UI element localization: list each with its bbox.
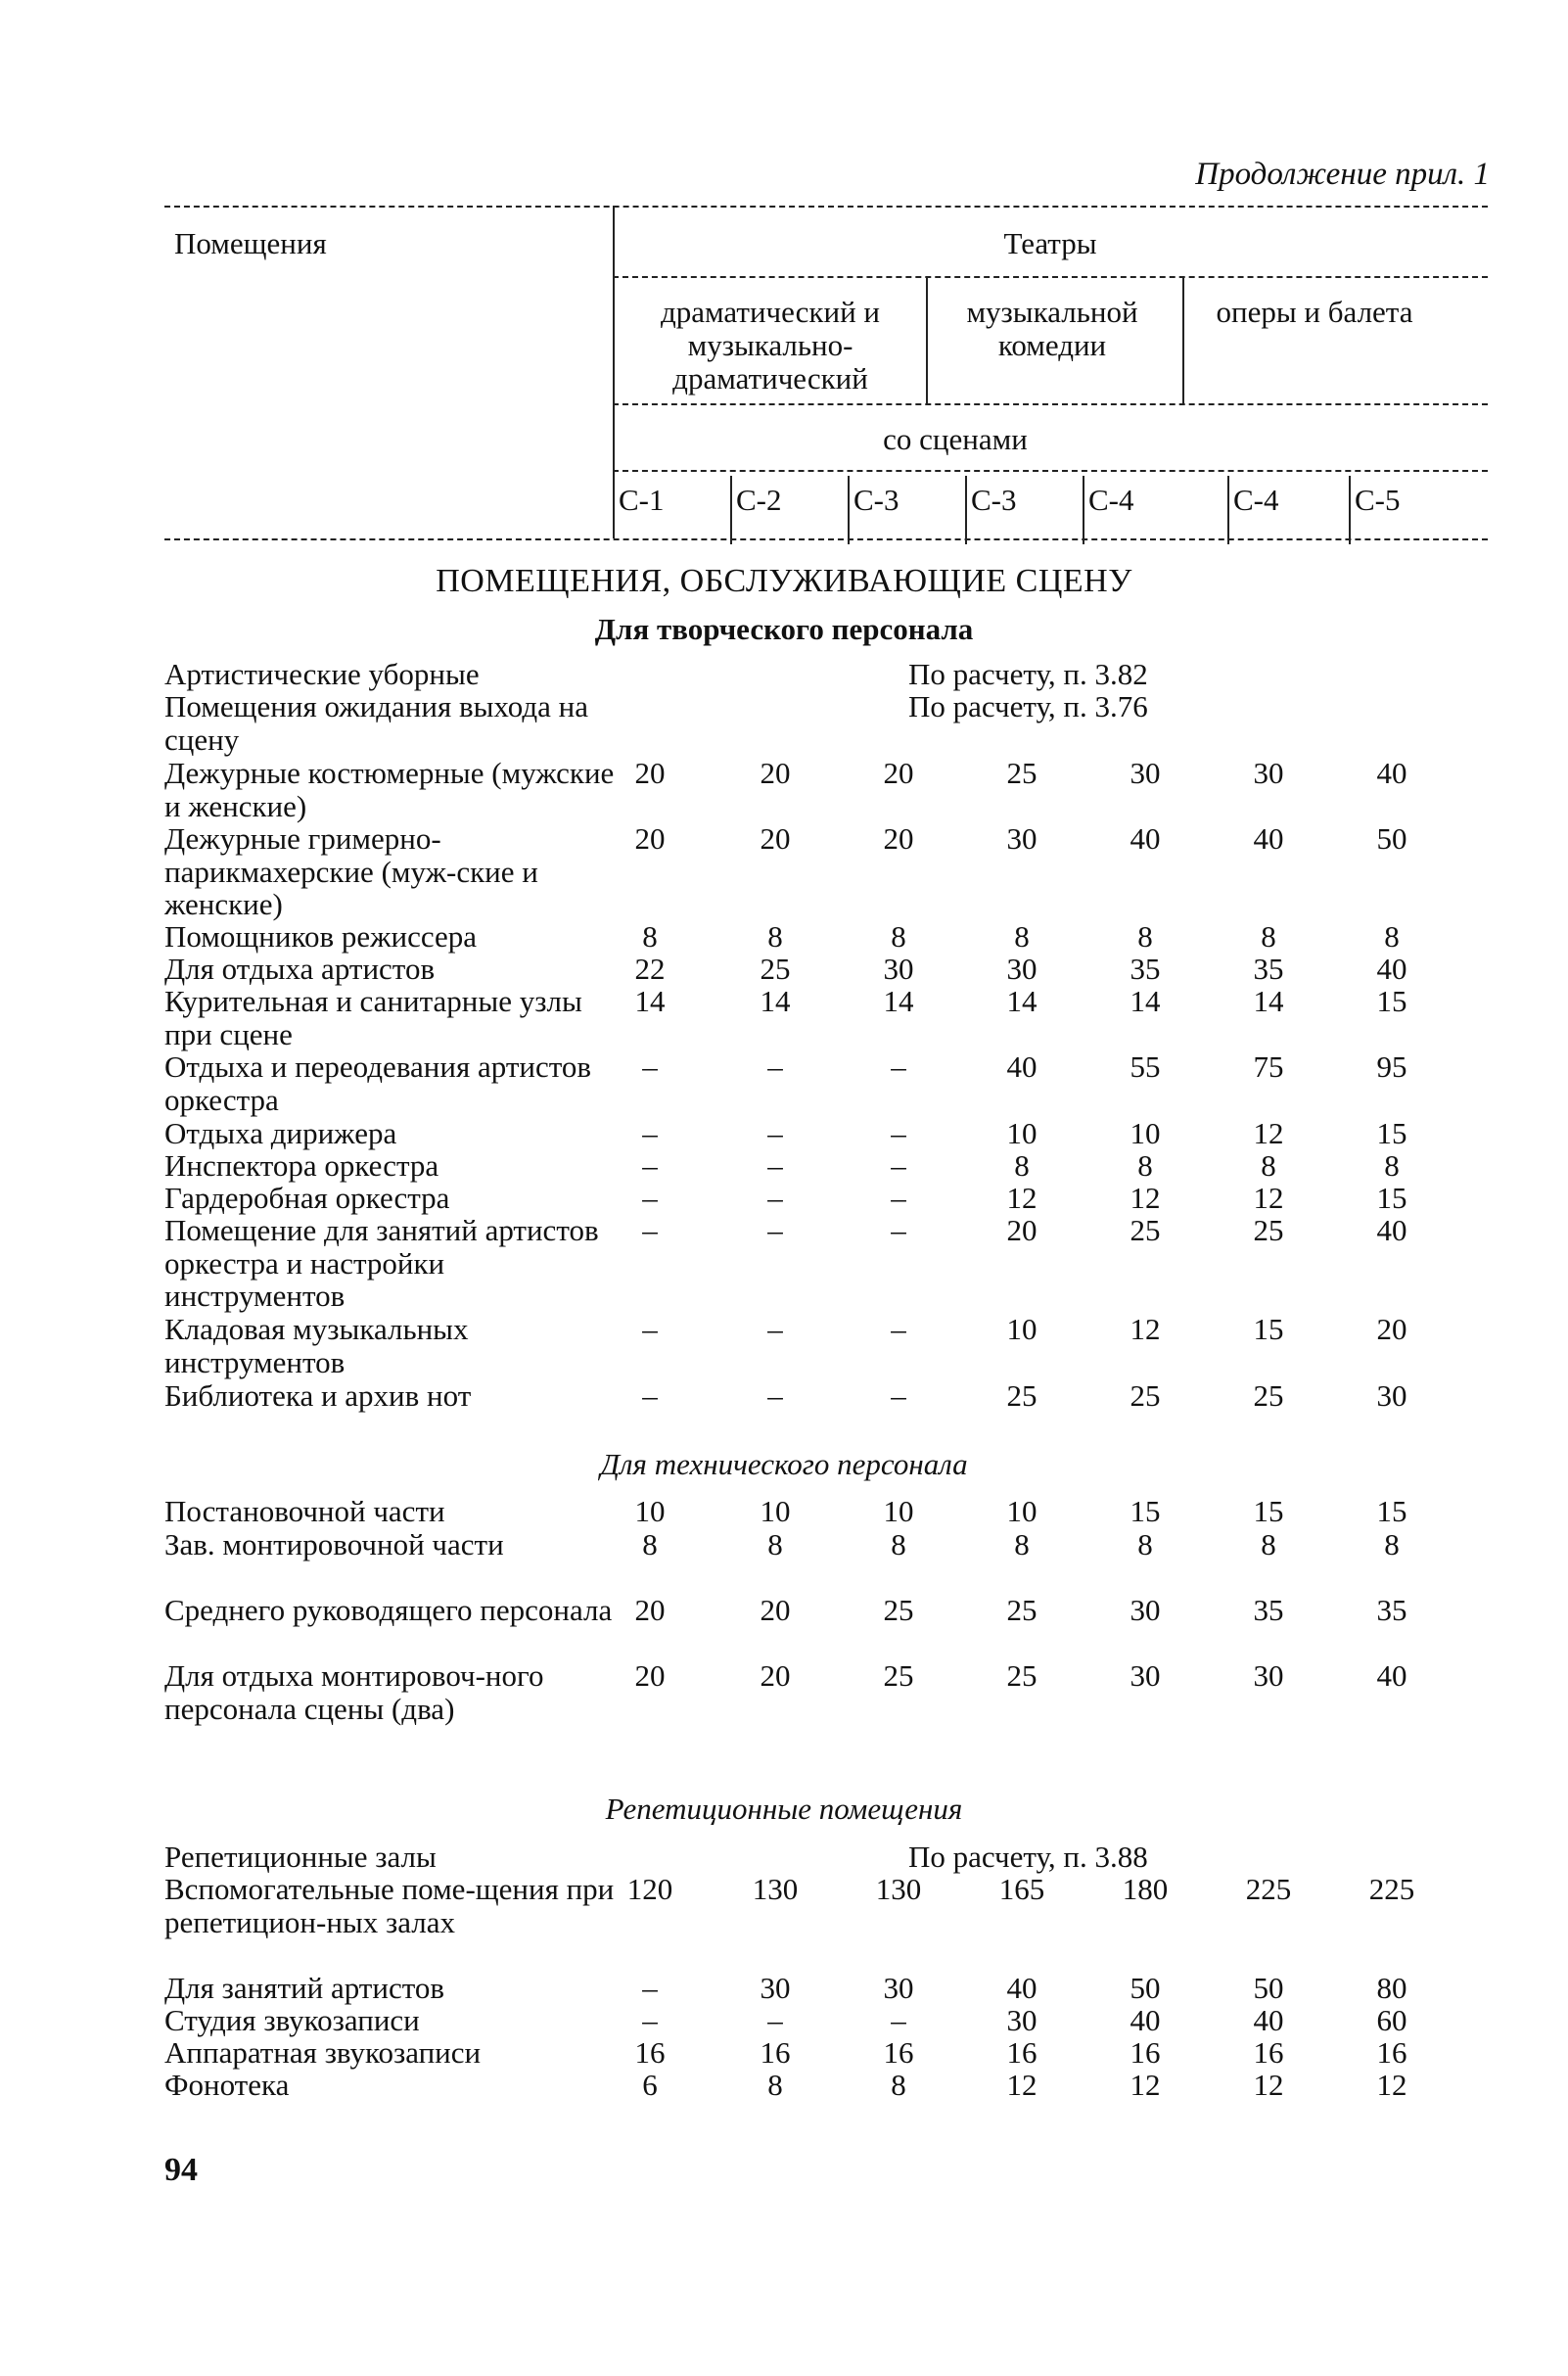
area-value: 30 — [1006, 952, 1038, 986]
area-value: – — [767, 1116, 783, 1150]
stage-label: С-4 — [1233, 483, 1279, 517]
area-value: – — [642, 2003, 658, 2037]
area-value: 20 — [883, 756, 914, 790]
area-value: 40 — [1006, 1049, 1038, 1084]
area-value: 225 — [1368, 1872, 1415, 1906]
room-name: Помещение для занятий артистов оркестра и настройки инструментов — [164, 1213, 599, 1313]
area-value: 25 — [1006, 1593, 1038, 1627]
area-value: 16 — [1006, 2035, 1038, 2070]
stage-label: С-2 — [736, 483, 782, 517]
with-stages-label: со сценами — [883, 422, 1028, 456]
area-value: 40 — [1253, 2003, 1284, 2037]
area-value: 80 — [1376, 1971, 1407, 2005]
area-value: 14 — [883, 984, 914, 1018]
area-value: 50 — [1130, 1971, 1161, 2005]
area-value: 8 — [1137, 919, 1153, 954]
area-value: – — [891, 1312, 906, 1346]
stage-label: С-1 — [619, 483, 665, 517]
calc-note: По расчету, п. 3.82 — [908, 657, 1148, 691]
area-value: 14 — [1253, 984, 1284, 1018]
room-name: Кладовая музыкальных инструментов — [164, 1312, 469, 1379]
area-value: 8 — [1261, 1527, 1276, 1561]
area-value: 25 — [1253, 1378, 1284, 1413]
area-value: 15 — [1376, 1116, 1407, 1150]
area-value: – — [767, 2003, 783, 2037]
room-name: Фонотека — [164, 2068, 290, 2102]
room-name: Аппаратная звукозаписи — [164, 2035, 482, 2070]
room-name: Зав. монтировочной части — [164, 1527, 504, 1561]
area-value: 75 — [1253, 1049, 1284, 1084]
area-value: 50 — [1376, 821, 1407, 856]
area-value: 25 — [1253, 1213, 1284, 1247]
section-title: ПОМЕЩЕНИЯ, ОБСЛУЖИВАЮЩИЕ СЦЕНУ — [436, 563, 1132, 599]
area-value: – — [891, 1049, 906, 1084]
area-value: 25 — [760, 952, 791, 986]
area-value: 30 — [883, 1971, 914, 2005]
group-title: Репетиционные помещения — [605, 1792, 963, 1826]
room-name: Гардеробная оркестра — [164, 1181, 450, 1215]
area-value: 12 — [1130, 1181, 1161, 1215]
room-name: Курительная и санитарные узлы при сцене — [164, 984, 582, 1051]
room-name: Для отдыха артистов — [164, 952, 436, 986]
area-value: 25 — [1006, 1378, 1038, 1413]
area-value: 16 — [760, 2035, 791, 2070]
stage-divider — [730, 476, 732, 544]
room-name: Помещения ожидания выхода на сцену — [164, 689, 588, 757]
area-value: 25 — [883, 1593, 914, 1627]
area-value: – — [891, 2003, 906, 2037]
area-value: – — [642, 1213, 658, 1247]
area-value: 30 — [1376, 1378, 1407, 1413]
room-name: Для отдыха монтировоч-ного персонала сцены (два) — [164, 1658, 544, 1726]
area-value: – — [642, 1312, 658, 1346]
area-value: 8 — [1261, 919, 1276, 954]
calc-note: По расчету, п. 3.76 — [908, 689, 1148, 723]
area-value: – — [891, 1181, 906, 1215]
group-divider-1 — [926, 276, 928, 403]
area-value: 8 — [1384, 919, 1400, 954]
room-name: Инспектора оркестра — [164, 1148, 439, 1183]
area-value: 35 — [1376, 1593, 1407, 1627]
stage-divider — [1349, 476, 1351, 544]
area-value: 8 — [1261, 1148, 1276, 1183]
room-name: Отдыха дирижера — [164, 1116, 397, 1150]
group-title: Для технического персонала — [600, 1447, 968, 1481]
area-value: 6 — [642, 2068, 658, 2102]
area-value: 40 — [1376, 1658, 1407, 1693]
area-value: 40 — [1253, 821, 1284, 856]
rooms-label: Помещения — [174, 226, 327, 260]
area-value: 22 — [634, 952, 666, 986]
header-top-rule — [164, 206, 1488, 208]
area-value: 25 — [1006, 1658, 1038, 1693]
area-value: 120 — [626, 1872, 673, 1906]
area-value: 8 — [1384, 1148, 1400, 1183]
area-value: 12 — [1130, 1312, 1161, 1346]
area-value: 40 — [1376, 1213, 1407, 1247]
room-name: Для занятий артистов — [164, 1971, 444, 2005]
area-value: – — [891, 1148, 906, 1183]
area-value: 8 — [642, 919, 658, 954]
page-number: 94 — [164, 2152, 198, 2188]
area-value: 30 — [1130, 1593, 1161, 1627]
area-value: 12 — [1006, 1181, 1038, 1215]
area-value: 15 — [1376, 1494, 1407, 1528]
room-name: Дежурные костюмерные (мужские и женские) — [164, 756, 615, 823]
area-value: 20 — [883, 821, 914, 856]
area-value: 225 — [1245, 1872, 1292, 1906]
stage-label: С-5 — [1355, 483, 1401, 517]
area-value: 8 — [891, 1527, 906, 1561]
area-value: 30 — [1006, 2003, 1038, 2037]
area-value: 20 — [1006, 1213, 1038, 1247]
theatres-label: Театры — [1003, 226, 1097, 260]
area-value: 8 — [891, 919, 906, 954]
room-name: Отдыха и переодевания артистов оркестра — [164, 1049, 592, 1117]
area-value: – — [642, 1181, 658, 1215]
area-value: 20 — [760, 756, 791, 790]
area-value: 20 — [760, 1593, 791, 1627]
header-bottom-rule — [164, 538, 1488, 540]
area-value: 95 — [1376, 1049, 1407, 1084]
area-value: 16 — [1376, 2035, 1407, 2070]
group-drama: драматический и музыкально-драматический — [661, 295, 880, 396]
area-value: 55 — [1130, 1049, 1161, 1084]
group-musical-comedy: музыкальной комедии — [966, 295, 1138, 362]
area-value: 16 — [634, 2035, 666, 2070]
room-name: Помощников режиссера — [164, 919, 478, 954]
area-value: – — [767, 1049, 783, 1084]
stage-label: С-4 — [1088, 483, 1134, 517]
area-value: – — [642, 1971, 658, 2005]
area-value: 165 — [998, 1872, 1045, 1906]
area-value: 50 — [1253, 1971, 1284, 2005]
area-value: 16 — [1130, 2035, 1161, 2070]
area-value: 8 — [891, 2068, 906, 2102]
stages-rule — [613, 470, 1488, 472]
area-value: 30 — [883, 952, 914, 986]
area-value: – — [767, 1181, 783, 1215]
area-value: 60 — [1376, 2003, 1407, 2037]
theatres-rule — [613, 276, 1488, 278]
area-value: 10 — [1006, 1494, 1038, 1528]
area-value: 10 — [1130, 1116, 1161, 1150]
area-value: 30 — [1006, 821, 1038, 856]
area-value: 8 — [767, 919, 783, 954]
area-value: 15 — [1376, 984, 1407, 1018]
area-value: 12 — [1253, 1116, 1284, 1150]
group-opera-ballet: оперы и балета — [1216, 295, 1413, 329]
area-value: 15 — [1130, 1494, 1161, 1528]
area-value: 25 — [1130, 1378, 1161, 1413]
area-value: 8 — [767, 1527, 783, 1561]
stage-label: С-3 — [971, 483, 1017, 517]
area-value: 25 — [1130, 1213, 1161, 1247]
stage-divider — [848, 476, 850, 544]
area-value: 12 — [1006, 2068, 1038, 2102]
area-value: – — [767, 1148, 783, 1183]
continuation-note: Продолжение прил. 1 — [1195, 157, 1490, 192]
area-value: 20 — [1376, 1312, 1407, 1346]
area-value: – — [891, 1378, 906, 1413]
area-value: 14 — [634, 984, 666, 1018]
area-value: 35 — [1253, 952, 1284, 986]
area-value: 12 — [1376, 2068, 1407, 2102]
area-value: 20 — [634, 821, 666, 856]
area-value: 40 — [1376, 952, 1407, 986]
area-value: 10 — [1006, 1312, 1038, 1346]
area-value: – — [642, 1378, 658, 1413]
stage-label: С-3 — [853, 483, 899, 517]
area-value: 8 — [1014, 919, 1030, 954]
area-value: – — [767, 1312, 783, 1346]
area-value: 14 — [1006, 984, 1038, 1018]
group-divider-2 — [1182, 276, 1184, 403]
table-header — [164, 206, 1488, 548]
room-name: Артистические уборные — [164, 657, 480, 691]
stage-divider — [1083, 476, 1084, 544]
area-value: 8 — [1384, 1527, 1400, 1561]
area-value: 15 — [1253, 1312, 1284, 1346]
area-value: 20 — [760, 1658, 791, 1693]
area-value: 30 — [760, 1971, 791, 2005]
area-value: 30 — [1253, 756, 1284, 790]
area-value: 16 — [1253, 2035, 1284, 2070]
area-value: 8 — [1137, 1148, 1153, 1183]
calc-note: По расчету, п. 3.88 — [908, 1840, 1148, 1874]
area-value: 8 — [642, 1527, 658, 1561]
groups-rule — [613, 403, 1488, 405]
area-value: 12 — [1253, 2068, 1284, 2102]
area-value: 30 — [1130, 1658, 1161, 1693]
area-value: 14 — [760, 984, 791, 1018]
room-name: Вспомогательные поме-щения при репетицион-ных залах — [164, 1872, 615, 1939]
area-value: 40 — [1006, 1971, 1038, 2005]
area-value: 15 — [1253, 1494, 1284, 1528]
area-value: 130 — [752, 1872, 799, 1906]
room-name: Среднего руководящего персонала — [164, 1593, 613, 1627]
area-value: 130 — [875, 1872, 922, 1906]
room-name: Постановочной части — [164, 1494, 445, 1528]
area-value: 40 — [1130, 821, 1161, 856]
area-value: 12 — [1253, 1181, 1284, 1215]
area-value: 10 — [634, 1494, 666, 1528]
area-value: 12 — [1130, 2068, 1161, 2102]
area-value: – — [642, 1148, 658, 1183]
area-value: 10 — [1006, 1116, 1038, 1150]
area-value: 40 — [1130, 2003, 1161, 2037]
area-value: – — [642, 1049, 658, 1084]
area-value: – — [891, 1213, 906, 1247]
group-title: Для творческого персонала — [594, 612, 974, 646]
area-value: 10 — [760, 1494, 791, 1528]
area-value: 35 — [1130, 952, 1161, 986]
area-value: 20 — [634, 756, 666, 790]
area-value: 20 — [760, 821, 791, 856]
area-value: 10 — [883, 1494, 914, 1528]
room-name: Студия звукозаписи — [164, 2003, 420, 2037]
area-value: 40 — [1376, 756, 1407, 790]
room-name: Репетиционные залы — [164, 1840, 437, 1874]
room-name: Библиотека и архив нот — [164, 1378, 472, 1413]
area-value: – — [767, 1378, 783, 1413]
area-value: 8 — [1014, 1148, 1030, 1183]
area-value: 25 — [1006, 756, 1038, 790]
area-value: 35 — [1253, 1593, 1284, 1627]
area-value: 8 — [767, 2068, 783, 2102]
stage-divider — [965, 476, 967, 544]
area-value: 15 — [1376, 1181, 1407, 1215]
area-value: 25 — [883, 1658, 914, 1693]
area-value: – — [642, 1116, 658, 1150]
area-value: – — [767, 1213, 783, 1247]
room-name: Дежурные гримерно-парикмахерские (муж-ские и женские) — [164, 821, 538, 921]
area-value: – — [891, 1116, 906, 1150]
stage-divider — [1227, 476, 1229, 544]
area-value: 14 — [1130, 984, 1161, 1018]
area-value: 16 — [883, 2035, 914, 2070]
area-value: 8 — [1014, 1527, 1030, 1561]
area-value: 20 — [634, 1593, 666, 1627]
area-value: 30 — [1130, 756, 1161, 790]
area-value: 30 — [1253, 1658, 1284, 1693]
area-value: 180 — [1122, 1872, 1169, 1906]
area-value: 8 — [1137, 1527, 1153, 1561]
area-value: 20 — [634, 1658, 666, 1693]
